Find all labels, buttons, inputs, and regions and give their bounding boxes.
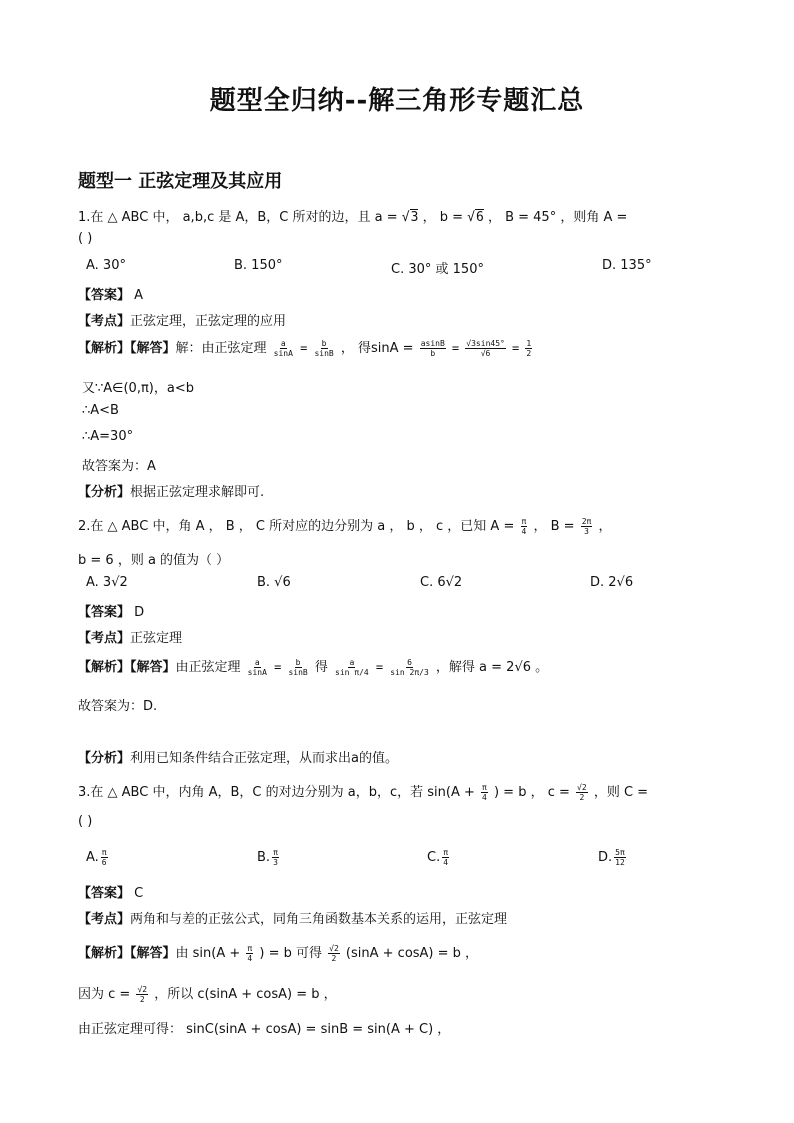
q3-option-a-frac <box>101 848 108 867</box>
q1-options <box>0 258 794 276</box>
q3-kaodian: 两角和与差的正弦公式，同角三角函数基本关系的运用，正弦定理 <box>130 912 508 927</box>
q1-frac5-den: 2 <box>526 349 532 358</box>
q2-A-den: 4 <box>521 527 527 536</box>
q3-kaodian-line <box>78 908 507 927</box>
q1-frac3-den: b <box>430 349 436 358</box>
q3-option-d-num: 5π <box>615 848 625 857</box>
q3-answer: C <box>134 886 144 901</box>
q2-B-den: 3 <box>584 527 589 536</box>
q2-B-num: 2π <box>581 517 592 526</box>
q2-option-b[interactable]: B. √6 <box>257 575 291 590</box>
q1-frac4-den: √6 <box>480 349 491 358</box>
q3-option-b-den: 3 <box>273 858 278 867</box>
q1-sqrt-b: √6 <box>467 210 484 225</box>
q3-option-c[interactable] <box>427 848 451 867</box>
q2-frac3-den: sin π/4 <box>335 668 369 677</box>
q1-equals-2: = <box>451 341 460 355</box>
q3-frac-pi4 <box>481 783 488 802</box>
q2-frac-6-sin-2pi3 <box>389 658 430 677</box>
q1-line5: 故答案为：A <box>82 459 156 474</box>
q1-line3: ∴A<B <box>82 403 119 418</box>
q1-frac3-num: asinB <box>420 339 445 348</box>
q2-frac4-den: sin 2π/3 <box>390 668 429 677</box>
q1-frac-one-half <box>525 339 532 358</box>
q3-jiexi-text1: 由 sin(A + <box>175 946 241 961</box>
q2-A-num: π <box>521 517 527 526</box>
q3-option-c-prefix: C. <box>427 850 441 865</box>
q1-answer: A <box>134 288 144 303</box>
q3-jiexi-line <box>78 942 478 963</box>
q2-jiexi-text1: 由正弦定理 <box>175 660 241 675</box>
q1-jiexi-line <box>78 337 534 358</box>
section-title: 题型一 正弦定理及其应用 <box>78 171 283 192</box>
q2-stem-part1: 2.在 △ ABC 中，角 A ， B ， C 所对应的边分别为 a ， b ， c ，已知 A = <box>78 519 515 534</box>
q2-de: 得 <box>314 660 328 675</box>
q3-option-a-num: π <box>101 848 107 857</box>
q1-a-radicand: 3 <box>410 210 419 225</box>
q3-line2-c-num: √2 <box>137 985 148 994</box>
q1-kaodian-tag: 【考点】 <box>78 314 131 329</box>
q3-jiexi-pi-den: 4 <box>247 954 253 963</box>
q1-answer-line <box>78 284 143 303</box>
page-title: 题型全归纳--解三角形专题汇总 <box>209 86 585 116</box>
q3-option-a-den: 6 <box>101 858 107 867</box>
q2-options <box>0 575 794 593</box>
q3-option-b-num: π <box>273 848 278 857</box>
q2-frac-a-sinA <box>247 658 268 677</box>
q2-option-d[interactable]: D. 2√6 <box>590 575 634 590</box>
q1-answer-tag: 【答案】 <box>78 288 131 303</box>
q3-option-d-den: 12 <box>615 858 625 867</box>
q2-option-c[interactable]: C. 6√2 <box>420 575 463 590</box>
q2-stem-part3: ， <box>598 519 612 534</box>
q3-line2-frac-c <box>136 985 148 1004</box>
q3-option-d-prefix: D. <box>598 850 613 865</box>
q1-fenxi: 根据正弦定理求解即可. <box>130 485 265 500</box>
q3-stem-part1: 3.在 △ ABC 中，内角 A，B，C 的对边分别为 a，b，c，若 sin(A + <box>78 785 475 800</box>
q2-conclusion: 故答案为：D. <box>78 699 158 714</box>
q1-frac1-num: a <box>280 339 286 348</box>
q3-option-c-num: π <box>443 848 449 857</box>
q1-equals-1: = <box>300 341 308 355</box>
q2-fenxi-tag: 【分析】 <box>78 751 131 766</box>
q3-frac-c <box>576 783 588 802</box>
q1-jiexi-tag: 【解析】【解答】 <box>78 341 176 356</box>
q3-options <box>0 848 794 870</box>
q3-jiexi-frac-sqrt2 <box>328 944 340 963</box>
q2-stem-part2: ， B = <box>533 519 575 534</box>
q3-c-den: 2 <box>579 793 585 802</box>
q1-equals-3: = <box>511 341 520 355</box>
q1-stem <box>78 206 627 225</box>
q1-kaodian-line <box>78 310 286 329</box>
q2-answer-tag: 【答案】 <box>78 605 131 620</box>
q2-answer-line <box>78 601 144 620</box>
q3-line2-part2: ，所以 c(sinA + cosA) = b ， <box>154 987 337 1002</box>
q1-option-b[interactable]: B. 150° <box>234 258 283 273</box>
q1-frac-sqrt3-sqrt6 <box>465 339 506 358</box>
q3-jiexi-frac-pi4 <box>246 944 253 963</box>
q1-frac1-den: sinA <box>273 349 293 358</box>
q1-frac5-num: 1 <box>526 339 532 348</box>
q3-line2 <box>78 983 337 1004</box>
q3-option-d[interactable] <box>598 848 628 867</box>
q2-kaodian-tag: 【考点】 <box>78 631 131 646</box>
q1-line2: 又∵A∈(0,π)，a<b <box>82 381 194 396</box>
q2-frac-A <box>521 517 528 536</box>
q2-frac3-num: a <box>349 658 355 667</box>
q1-frac-asinB-b <box>420 339 446 358</box>
q3-kaodian-tag: 【考点】 <box>78 912 131 927</box>
q3-option-b-prefix: B. <box>257 850 271 865</box>
q3-option-b[interactable] <box>257 848 281 867</box>
q2-kaodian-line <box>78 627 182 646</box>
q3-paren: ( ) <box>78 814 93 829</box>
q1-stem-part1: 1.在 △ ABC 中， a,b,c 是 A，B，C 所对的边，且 a = <box>78 210 398 225</box>
q1-stem-part2: ， b = <box>422 210 463 225</box>
q2-equals-2: = <box>375 660 384 674</box>
q2-frac4-num: 6 <box>407 658 412 667</box>
q3-line2-c-den: 2 <box>139 995 145 1004</box>
q2-fenxi-line <box>78 747 398 766</box>
q1-option-c[interactable]: C. 30° 或 150° <box>391 262 484 277</box>
q3-option-d-frac <box>614 848 626 867</box>
q1-line4: ∴A=30° <box>82 429 134 444</box>
q2-option-a[interactable]: A. 3√2 <box>86 575 128 590</box>
q2-frac2-num: b <box>295 658 301 667</box>
q3-pi-num: π <box>482 783 487 792</box>
q1-stem-part3: ， B = 45° ，则角 A = <box>487 210 628 225</box>
q1-kaodian: 正弦定理，正弦定理的应用 <box>130 314 287 329</box>
q2-frac2-den: sinB <box>288 668 308 677</box>
q2-frac-B <box>581 517 593 536</box>
q2-frac-b-sinB <box>287 658 308 677</box>
q3-answer-tag: 【答案】 <box>78 886 131 901</box>
q1-b-radicand: 6 <box>475 210 484 225</box>
q3-option-a[interactable] <box>86 848 110 867</box>
q1-frac4-num: √3sin45° <box>466 339 505 348</box>
q3-jiexi-sqrt2-den: 2 <box>331 954 337 963</box>
q2-fenxi: 利用已知条件结合正弦定理，从而求出a的值。 <box>130 751 398 766</box>
q3-pi-den: 4 <box>482 793 487 802</box>
q1-option-a[interactable]: A. 30° <box>86 258 126 273</box>
q2-stem <box>78 515 611 536</box>
q3-answer-line <box>78 882 143 901</box>
q2-stem-line2: b = 6 ，则 a 的值为（ ） <box>78 553 230 568</box>
q2-equals-1: = <box>274 660 282 674</box>
q2-answer: D <box>134 605 145 620</box>
q3-jiexi-text2: ) = b 可得 <box>259 946 322 961</box>
q2-frac-a-sin-pi4 <box>334 658 370 677</box>
q2-jiexi-tag: 【解析】【解答】 <box>78 660 176 675</box>
q2-kaodian: 正弦定理 <box>130 631 183 646</box>
q2-jiexi-line <box>78 656 548 677</box>
q1-option-d[interactable]: D. 135° <box>602 258 652 273</box>
q3-stem-part2: ) = b ， c = <box>493 785 570 800</box>
q3-jiexi-sqrt2-num: √2 <box>329 944 339 953</box>
q3-stem <box>78 781 648 802</box>
q3-option-b-frac <box>272 848 279 867</box>
q2-frac1-num: a <box>254 658 260 667</box>
q3-jiexi-pi-num: π <box>247 944 253 953</box>
q1-frac-a-sinA <box>273 339 294 358</box>
q2-jiexi-text2: ，解得 a = 2√6 。 <box>435 660 549 675</box>
q1-paren: ( ) <box>78 231 93 246</box>
q3-option-c-den: 4 <box>443 858 449 867</box>
q3-jiexi-tag: 【解析】【解答】 <box>78 946 176 961</box>
q3-jiexi-text3: (sinA + cosA) = b ， <box>345 946 479 961</box>
q3-stem-part3: ，则 C = <box>593 785 649 800</box>
q1-frac2-num: b <box>321 339 327 348</box>
q1-fenxi-line <box>78 481 264 500</box>
q3-option-c-frac <box>442 848 449 867</box>
q3-line2-part1: 因为 c = <box>78 987 131 1002</box>
q1-sqrt-a: √3 <box>401 210 419 225</box>
q1-frac-b-sinB <box>313 339 334 358</box>
q2-frac1-den: sinA <box>247 668 267 677</box>
q1-jiexi-text2: ， 得sinA = <box>340 341 414 356</box>
q1-fenxi-tag: 【分析】 <box>78 485 131 500</box>
q3-line3: 由正弦定理可得： sinC(sinA + cosA) = sinB = sin(A + C) ， <box>78 1022 451 1037</box>
q3-c-num: √2 <box>577 783 587 792</box>
q1-frac2-den: sinB <box>314 349 334 358</box>
q3-option-a-prefix: A. <box>86 850 99 865</box>
q1-jiexi-text1: 解：由正弦定理 <box>175 341 267 356</box>
